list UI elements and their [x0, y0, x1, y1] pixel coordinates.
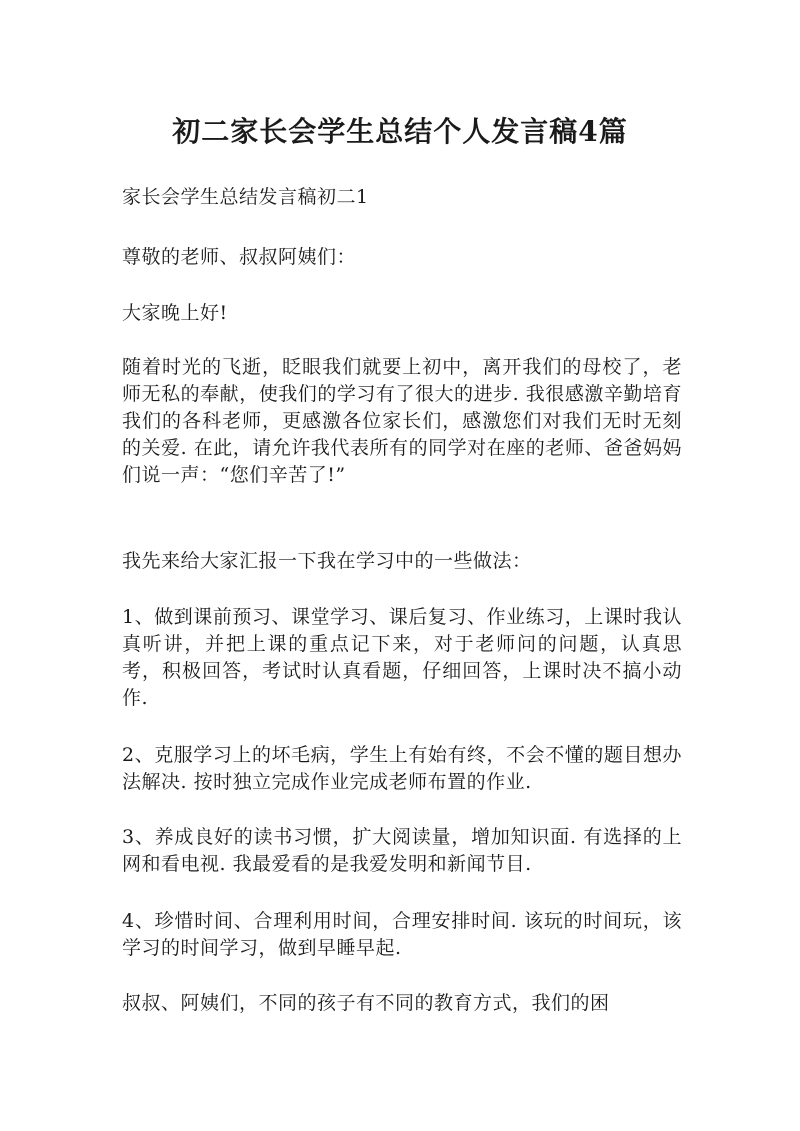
salutation: 尊敬的老师、叔叔阿姨们： — [122, 246, 357, 268]
paragraph-item-1: 1、做到课前预习、课堂学习、课后复习、作业练习，上课时我认真听讲，并把上课的重点记下来，对于老师问的问题，认真思考，积极回答，考试时认真看题，仔细回答，上课时决不搞小动作. — [122, 606, 682, 709]
paragraph-closing: 叔叔、阿姨们，不同的孩子有不同的教育方式，我们的困 — [122, 992, 610, 1014]
paragraph-item-3: 3、养成良好的读书习惯，扩大阅读量，增加知识面. 有选择的上网和看电视. 我最爱看的是我爱发明和新闻节目. — [122, 826, 682, 875]
document-title: 初二家长会学生总结个人发言稿4篇 — [172, 115, 628, 148]
paragraph-item-2: 2、克服学习上的坏毛病，学生上有始有终，不会不懂的题目想办法解决. 按时独立完成作业完成老师布置的作业. — [122, 744, 682, 793]
paragraph-report-lead: 我先来给大家汇报一下我在学习中的一些做法： — [122, 550, 532, 572]
greeting: 大家晚上好! — [122, 302, 228, 324]
paragraph-item-4: 4、珍惜时间、合理利用时间，合理安排时间. 该玩的时间玩，该学习的时间学习，做到早睡早起. — [122, 910, 682, 959]
section-heading: 家长会学生总结发言稿初二1 — [122, 186, 369, 208]
paragraph-intro: 随着时光的飞逝，眨眼我们就要上初中，离开我们的母校了，老师无私的奉献，使我们的学习有了很大的进步. 我很感激辛勤培育我们的各科老师，更感激各位家长们，感激您们对我们无时无刻的关爱. 在此，请允许我代表所有的同学对在座的老师、爸爸妈妈们说一声：“您们辛苦了!” — [122, 356, 682, 486]
